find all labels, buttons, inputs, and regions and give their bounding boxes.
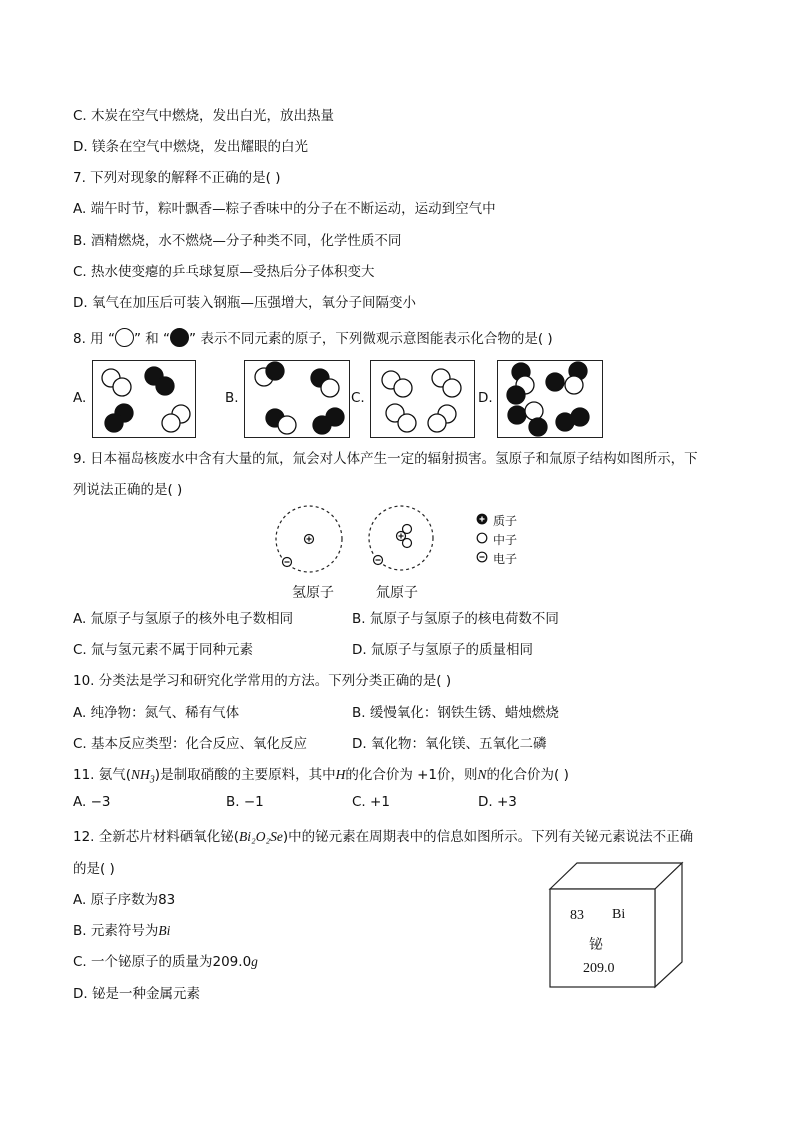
q9-stem-line1: 9. 日本福岛核废水中含有大量的氚，氚会对人体产生一定的辐射损害。氢原子和氚原子结构如图所示，下 (73, 451, 698, 467)
q11-h: H (335, 767, 346, 782)
q7-stem: 7. 下列对现象的解释不正确的是( ) (73, 170, 281, 186)
q10-option-c: C. 基本反应类型：化合反应、氧化反应 (73, 736, 308, 752)
q9-option-c: C. 氚与氢元素不属于同种元素 (73, 642, 254, 658)
q8-diagram-c (371, 361, 474, 437)
q7-option-a: A. 端午时节，粽叶飘香—粽子香味中的分子在不断运动，运动到空气中 (73, 201, 496, 217)
q12-option-a: A. 原子序数为83 (73, 892, 176, 908)
q8-stem-part2: ” 和 “ (133, 331, 171, 347)
q11-stem-part4: 的化合价为( ) (486, 767, 569, 783)
hydrogen-atom-caption: 氢原子 (292, 585, 334, 601)
q12-formula: Bi₂O₂Se (239, 829, 283, 844)
q11-formula: NH (131, 767, 150, 782)
tritium-atom-diagram (363, 503, 443, 579)
q8-label-b: B. (225, 390, 239, 406)
q8-diagram-d (498, 361, 602, 437)
q12-option-d: D. 铋是一种金属元素 (73, 986, 200, 1002)
q11-stem (73, 763, 569, 786)
q12-stem-part2: )中的铋元素在周期表中的信息如图所示。下列有关铋元素说法不正确 (282, 829, 694, 845)
q11-stem-part1: 11. 氨气( (73, 767, 132, 783)
q8-label-d: D. (478, 390, 493, 406)
q12-option-b-symbol: Bi (158, 923, 171, 938)
q12-option-c (73, 950, 258, 970)
q12-option-c-unit: g (251, 954, 258, 969)
q10-option-d: D. 氧化物：氧化镁、五氧化二磷 (352, 736, 547, 752)
hydrogen-atom-diagram (270, 503, 350, 579)
q10-option-a: A. 纯净物：氮气、稀有气体 (73, 705, 240, 721)
q12-stem-line1 (73, 825, 693, 845)
atom-legend-icons (476, 513, 490, 573)
q8-box-c (370, 360, 475, 438)
q8-label-c: C. (351, 390, 365, 406)
q9-option-b: B. 氚原子与氢原子的核电荷数不同 (352, 611, 559, 627)
black-atom-icon (170, 328, 189, 347)
element-cube (549, 862, 684, 988)
q9-option-a: A. 氚原子与氢原子的核外电子数相同 (73, 611, 294, 627)
legend-neutron: 中子 (493, 533, 518, 547)
white-atom-icon (115, 328, 134, 347)
q8-box-b (244, 360, 350, 438)
element-name: 铋 (589, 937, 603, 953)
q8-label-a: A. (73, 390, 87, 406)
q8-diagram-a (93, 361, 195, 437)
q12-option-c-text: C. 一个铋原子的质量为209.0 (73, 954, 252, 970)
element-symbol: Bi (612, 907, 626, 922)
q12-option-b (73, 919, 170, 939)
q11-n: N (477, 767, 487, 782)
q6-option-d: D. 镁条在空气中燃烧，发出耀眼的白光 (73, 139, 308, 155)
q11-stem-part2: )是制取硝酸的主要原料，其中 (154, 767, 336, 783)
q8-box-a (92, 360, 196, 438)
q8-stem-part1: 8. 用 “ (73, 331, 115, 347)
q12-stem-part1: 12. 全新芯片材料硒氧化铋( (73, 829, 240, 845)
q8-stem-part3: ” 表示不同元素的原子，下列微观示意图能表示化合物的是( ) (189, 331, 553, 347)
q11-option-a: A. −3 (73, 794, 111, 810)
tritium-atom-caption: 氚原子 (376, 585, 418, 601)
q9-stem-line2: 列说法正确的是( ) (73, 482, 183, 498)
q9-option-d: D. 氚原子与氢原子的质量相同 (352, 642, 533, 658)
legend-electron: 电子 (493, 552, 518, 566)
q8-stem (73, 327, 553, 347)
legend-proton: 质子 (493, 514, 518, 528)
q12-stem-line2: 的是( ) (73, 861, 115, 877)
q7-option-d: D. 氧气在加压后可装入钢瓶—压强增大，氧分子间隔变小 (73, 295, 416, 311)
q11-stem-part3: 的化合价为 +1价，则 (345, 767, 478, 783)
element-mass: 209.0 (583, 961, 615, 976)
q10-option-b: B. 缓慢氧化：钢铁生锈、蜡烛燃烧 (352, 705, 559, 721)
q11-option-b: B. −1 (226, 794, 264, 810)
q7-option-b: B. 酒精燃烧，水不燃烧—分子种类不同，化学性质不同 (73, 233, 402, 249)
q10-stem: 10. 分类法是学习和研究化学常用的方法。下列分类正确的是( ) (73, 673, 452, 689)
q11-formula-sub: 3 (149, 774, 155, 786)
q8-diagram-b (245, 361, 349, 437)
element-number: 83 (570, 908, 584, 923)
q7-option-c: C. 热水使变瘪的乒乓球复原—受热后分子体积变大 (73, 264, 375, 280)
q12-option-b-text: B. 元素符号为 (73, 923, 159, 939)
q6-option-c: C. 木炭在空气中燃烧，发出白光，放出热量 (73, 108, 335, 124)
q11-option-d: D. +3 (478, 794, 517, 810)
q11-option-c: C. +1 (352, 794, 390, 810)
q8-box-d (497, 360, 603, 438)
